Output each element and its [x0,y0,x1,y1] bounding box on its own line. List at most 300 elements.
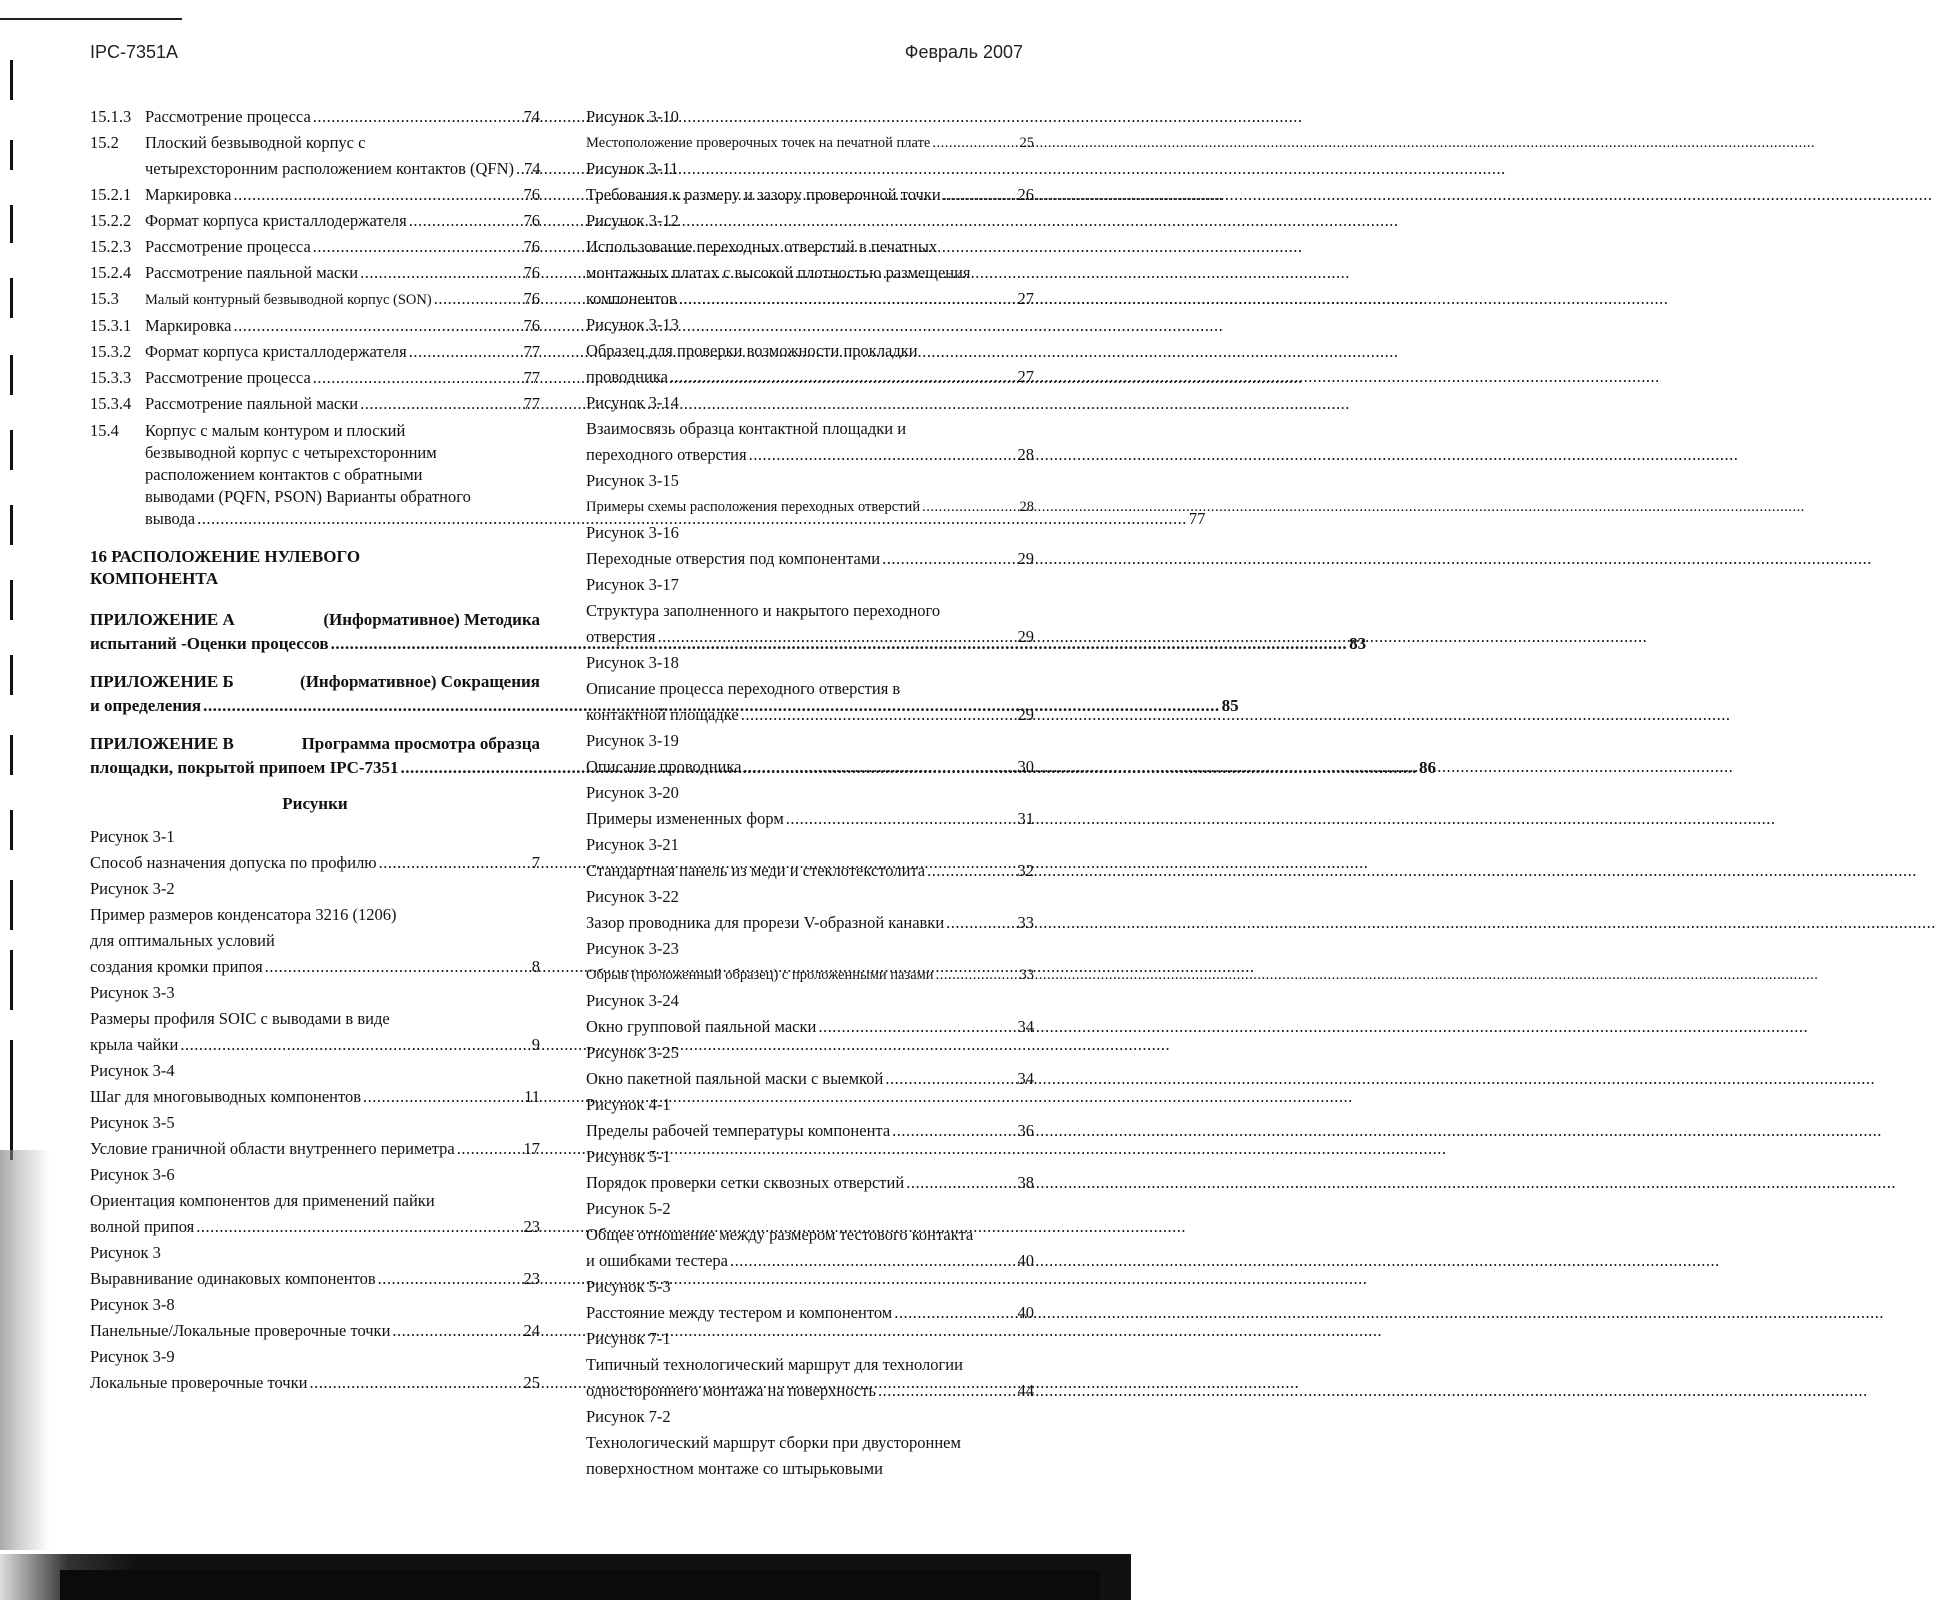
figure-page: 30 [1017,757,1034,776]
leader-dots [818,1014,1015,1040]
figure-page: 25 [1019,135,1034,151]
figure-entry [586,728,1034,780]
caption-line: Пределы рабочей температуры компонента [586,1121,891,1140]
figure-caption [586,130,1034,156]
toc-title: Плоский безвыводной корпус с [145,133,366,152]
toc-number: 15.1.3 [90,107,132,126]
figure-label: Рисунок 3 [90,1243,161,1262]
scan-artifact [10,810,13,850]
leader-dots [936,962,1018,988]
toc-line: расположением контактов с обратными [145,465,423,484]
figure-entry [586,1326,1034,1404]
figure-list-left [90,824,540,1396]
appendix-title-cont: испытаний -Оценки процессов [90,634,329,653]
toc-page: 76 [523,316,540,335]
figure-page: 44 [1017,1381,1034,1400]
caption-line: Окно пакетной паяльной маски с выемкой [586,1069,884,1088]
figure-entry [90,980,540,1058]
leader-dots [409,208,522,234]
caption-line: Зазор проводника для прорези V-образной канавки [586,913,945,932]
leader-dots [378,1266,522,1292]
caption-line: Общее отношение между размером тестового контакта [586,1225,974,1244]
figure-label: Рисунок 3-18 [586,653,679,672]
toc-page: 77 [523,368,540,387]
figure-caption [90,1084,540,1110]
figure-caption [586,182,1034,208]
figure-entry [586,832,1034,884]
leader-dots [786,806,1016,832]
leader-dots [434,286,522,312]
figure-label: Рисунок 5-1 [586,1147,671,1166]
toc-entry [90,286,540,313]
caption-line: Стандартная панель из меди и стеклотекстолита [586,861,926,880]
section-16-line: КОМПОНЕНТА [90,569,219,588]
figure-label: Рисунок 3-5 [90,1113,175,1132]
figure-entry [586,780,1034,832]
figure-page: 27 [1017,289,1034,308]
toc-number: 15.3.1 [90,316,132,335]
scan-artifact [10,880,13,930]
toc-page: 74 [524,159,541,178]
caption-line: Панельные/Локальные проверочные точки [90,1321,391,1340]
toc-entry [90,234,540,260]
figure-label: Рисунок 3-2 [90,879,175,898]
leader-dots [885,1066,1015,1092]
toc-entry [90,313,540,339]
figure-page: 24 [523,1321,540,1340]
figure-page: 17 [523,1139,540,1158]
toc-entry [90,208,540,234]
leader-dots [946,910,1015,936]
caption-line: Описание проводника [586,757,742,776]
figure-page: 33 [1019,967,1034,983]
toc-list [90,104,540,417]
caption-last-line [586,1248,1034,1274]
figure-entry [586,468,1034,520]
doc-id: IPC-7351A [90,42,179,62]
toc-title: Формат корпуса кристаллодержателя [145,211,407,230]
caption-last-line [90,954,540,980]
figure-page: 34 [1017,1017,1034,1036]
figure-caption [586,1300,1034,1326]
leader-dots [233,182,521,208]
leader-dots [892,1118,1015,1144]
figure-page: 23 [523,1217,540,1236]
toc-title: Рассмотрение паяльной маски [145,263,359,282]
caption-last-line [90,850,540,876]
caption-line: Пример размеров конденсатора 3216 (1206) [90,905,397,924]
appendix-title-cont: площадки, покрытой припоем IPC-7351 [90,758,399,777]
figure-page: 33 [1017,913,1034,932]
leader-dots [741,702,1016,728]
toc-title: Формат корпуса кристаллодержателя [145,342,407,361]
figure-label: Рисунок 3-15 [586,471,679,490]
scan-artifact [10,1040,13,1160]
figure-entry [90,1058,540,1110]
leader-dots [922,494,1017,520]
figure-caption [90,1370,540,1396]
appendix-label: ПРИЛОЖЕНИЕ А [90,610,235,629]
toc-entry [90,365,540,391]
caption-line: и ошибками тестера [586,1251,728,1270]
appendix-label: ПРИЛОЖЕНИЕ В [90,734,234,753]
caption-line: Порядок проверки сетки сквозных отверстий [586,1173,905,1192]
figure-caption [90,1266,540,1292]
figure-page: 26 [1017,185,1034,204]
figure-entry [586,390,1034,468]
toc-number: 15.2 [90,133,119,152]
toc-entry [90,260,540,286]
doc-date: Февраль 2007 [904,42,1023,62]
toc-number: 15.3.2 [90,342,132,361]
leader-dots [309,1370,521,1396]
figure-caption [586,338,1034,390]
caption-last-line [586,1378,1034,1404]
toc-line: вывода [145,509,196,528]
figure-entry [90,1240,540,1292]
section-16-heading [90,546,540,590]
figure-label: Рисунок 3-3 [90,983,175,1002]
leader-dots [265,954,530,980]
toc-entry [90,182,540,208]
figure-caption [586,858,1034,884]
caption-line: Структура заполненного и накрытого переходного [586,601,941,620]
leader-dots [882,546,1015,572]
leader-dots [392,1318,521,1344]
figure-caption [586,910,1034,936]
caption-line: Переходные отверстия под компонентами [586,549,881,568]
figure-caption [586,806,1034,832]
caption-line: монтажных платах с высокой плотностью размещения [586,263,971,282]
toc-page: 76 [523,237,540,256]
appendix-title: (Информативное) Сокращения [300,672,540,691]
figure-label: Рисунок 3-4 [90,1061,175,1080]
figure-entry [90,1292,540,1344]
caption-last-line [586,130,1034,156]
toc-line: безвыводной корпус с четырехсторонним [145,443,437,462]
figure-entry [586,884,1034,936]
figure-label: Рисунок 7-1 [586,1329,671,1348]
caption-line: Взаимосвязь образца контактной площадки и [586,419,907,438]
figure-caption [586,676,1034,728]
toc-title: Маркировка [145,185,232,204]
caption-line: Местоположение проверочных точек на печатной плате [586,135,931,151]
figure-label: Рисунок 3-13 [586,315,679,334]
caption-line: Ориентация компонентов для применений пайки [90,1191,435,1210]
toc-entry [90,391,540,417]
caption-line: Примеры измененных форм [586,809,784,828]
toc-page: 76 [523,185,540,204]
leader-dots [196,1214,521,1240]
caption-last-line [90,1084,540,1110]
caption-line: Образец для проверки возможности прокладки [586,341,918,360]
figure-page: 27 [1017,367,1034,386]
caption-last-line [90,1266,540,1292]
figure-entry [586,1144,1034,1196]
figure-page: 11 [524,1087,540,1106]
caption-line: Шаг для многовыводных компонентов [90,1087,362,1106]
caption-last-line [586,1170,1034,1196]
figure-page: 29 [1017,627,1034,646]
toc-entry [90,156,540,182]
leader-dots [233,313,521,339]
figure-entry [586,208,1034,312]
figure-caption [586,416,1034,468]
caption-last-line [586,182,1034,208]
caption-last-line [586,702,1034,728]
figure-page: 36 [1017,1121,1034,1140]
scan-artifact [10,355,13,395]
caption-last-line [90,1214,540,1240]
leader-dots [409,339,522,365]
toc-number: 15.3.4 [90,394,132,413]
appendix-title: Программа просмотра образца [301,734,540,753]
figure-page: 28 [1017,445,1034,464]
leader-dots [457,1136,522,1162]
figure-entry [586,988,1034,1040]
caption-last-line [586,1118,1034,1144]
figure-caption [586,1066,1034,1092]
figures-heading: Рисунки [282,794,348,813]
figure-caption [586,1352,1034,1404]
caption-line: проводника [586,367,668,386]
figure-page: 32 [1017,861,1034,880]
scan-artifact [10,950,13,1010]
caption-line: Использование переходных отверстий в печатных [586,237,938,256]
caption-line: Обрыв (проложенный образец) с проложенными пазами [586,967,934,983]
leader-dots [379,850,530,876]
figure-page: 38 [1017,1173,1034,1192]
figure-label: Рисунок 3-6 [90,1165,175,1184]
figure-label: Рисунок 3-19 [586,731,679,750]
figure-caption [586,494,1034,520]
figure-entry [586,572,1034,650]
caption-last-line [586,1014,1034,1040]
caption-last-line [586,910,1034,936]
leader-dots [906,1170,1015,1196]
caption-last-line [586,442,1034,468]
caption-line: одностороннего монтажа на поверхность [586,1381,876,1400]
caption-line: Примеры схемы расположения переходных отверстий [586,499,921,515]
figure-entry [586,156,1034,208]
toc-page: 74 [523,107,540,126]
figure-entry [90,824,540,876]
caption-line: Размеры профиля SOIC с выводами в виде [90,1009,390,1028]
figure-page: 25 [523,1373,540,1392]
leader-dots [894,1300,1015,1326]
figure-caption [586,1170,1034,1196]
caption-line: Расстояние между тестером и компонентом [586,1303,893,1322]
toc-title: Малый контурный безвыводной корпус (SON) [145,292,432,308]
scan-artifact [10,430,13,470]
toc-entry [90,130,540,156]
caption-last-line [90,1318,540,1344]
figure-entry [586,650,1034,728]
appendix-label: ПРИЛОЖЕНИЕ Б [90,672,234,691]
leader-dots [943,182,1016,208]
figure-label: Рисунок 5-2 [586,1199,671,1218]
leader-dots [743,754,1015,780]
figure-label: Рисунок 3-23 [586,939,679,958]
figure-caption [586,754,1034,780]
top-rule [0,18,182,20]
figure-caption [586,1014,1034,1040]
scan-artifact [10,278,13,318]
figure-caption [90,1318,540,1344]
caption-line: для оптимальных условий [90,931,275,950]
caption-line: поверхностном монтаже со штырьковыми [586,1459,883,1478]
leader-dots [313,234,522,260]
toc-title: Рассмотрение процесса [145,107,311,126]
toc-page: 77 [523,394,540,413]
leader-dots [927,858,1015,884]
leader-dots [180,1032,529,1058]
figure-label: Рисунок 3-16 [586,523,679,542]
caption-last-line [90,1370,540,1396]
leader-dots [670,364,1016,390]
scan-artifact [10,580,13,620]
toc-number: 15.3 [90,289,119,308]
toc-page: 76 [523,211,540,230]
figure-entry [90,1110,540,1162]
scan-bottom-edge [0,1554,1131,1600]
toc-title: Рассмотрение процесса [145,368,311,387]
figure-entry [586,1092,1034,1144]
figure-label: Рисунок 3-22 [586,887,679,906]
caption-line: Окно групповой паяльной маски [586,1017,817,1036]
caption-last-line [90,1136,540,1162]
scan-artifact [10,505,13,545]
figure-page: 29 [1017,705,1034,724]
figure-label: Рисунок 3-9 [90,1347,175,1366]
figure-page: 8 [531,957,540,976]
figure-label: Рисунок 3-12 [586,211,679,230]
caption-line: отверстия [586,627,656,646]
caption-line: переходного отверстия [586,445,747,464]
figure-label: Рисунок 3-25 [586,1043,679,1062]
caption-last-line [586,806,1034,832]
leader-dots [657,624,1015,650]
figure-caption [90,1188,540,1240]
toc-title: Маркировка [145,316,232,335]
figure-caption [90,1136,540,1162]
figure-label: Рисунок 3-1 [90,827,175,846]
appendix-page: 85 [1221,696,1239,715]
caption-line: Способ назначения допуска по профилю [90,853,377,872]
toc-number: 15.4 [90,421,119,440]
scan-artifact [10,205,13,243]
caption-line: компонентов [586,289,677,308]
figure-caption [586,1222,1034,1274]
scan-artifact [10,140,13,170]
leader-dots [730,1248,1016,1274]
toc-title: четырехсторонним расположением контактов (QFN) [145,159,515,178]
appendix-title: (Информативное) Методика [323,610,540,629]
leader-dots [749,442,1016,468]
figure-label: Рисунок 3-21 [586,835,679,854]
figure-label: Рисунок 5-3 [586,1277,671,1296]
figure-caption [90,902,540,980]
figure-page: 31 [1017,809,1034,828]
caption-last-line [90,1032,540,1058]
appendix-title-cont: и определения [90,696,202,715]
figure-caption [586,1430,1034,1482]
figure-caption [586,234,1034,312]
figure-entry [586,936,1034,988]
caption-line: контактной площадке [586,705,739,724]
figure-caption [586,598,1034,650]
leader-dots [363,1084,522,1110]
caption-last-line [586,494,1034,520]
caption-line: Типичный технологический маршрут для технологии [586,1355,963,1374]
toc-right-column [586,104,1034,1482]
scan-artifact [10,60,13,100]
figure-page: 28 [1019,499,1034,515]
caption-last-line [586,962,1034,988]
toc-number: 15.2.3 [90,237,132,256]
caption-line: крыла чайки [90,1035,179,1054]
figure-list-right [586,104,1034,1482]
scan-shadow [0,1150,50,1550]
appendix-heading-line [90,670,540,694]
toc-title: Рассмотрение паяльной маски [145,394,359,413]
caption-last-line [586,754,1034,780]
figure-entry [586,104,1034,156]
toc-line: Корпус с малым контуром и плоский [145,421,406,440]
toc-page: 77 [1188,509,1206,528]
caption-line: Технологический маршрут сборки при двустороннем [586,1433,961,1452]
figure-label: Рисунок 3-10 [586,107,679,126]
leader-dots [679,286,1016,312]
toc-title: Рассмотрение процесса [145,237,311,256]
figure-label: Рисунок 3-8 [90,1295,175,1314]
toc-line: выводами (PQFN, PSON) Варианты обратного [145,487,471,506]
toc-number: 15.3.3 [90,368,132,387]
figure-caption [90,1006,540,1058]
figure-entry [586,1404,1034,1482]
figure-page: 29 [1017,549,1034,568]
caption-line: создания кромки припоя [90,957,263,976]
toc-number: 15.2.1 [90,185,132,204]
figure-caption [586,962,1034,988]
caption-last-line [586,1066,1034,1092]
leader-dots [360,391,521,417]
section-16-line: 16 РАСПОЛОЖЕНИЕ НУЛЕВОГО [90,547,361,566]
figure-entry [586,1196,1034,1274]
figure-label: Рисунок 3-24 [586,991,679,1010]
figure-page: 9 [531,1035,540,1054]
figure-caption [586,1118,1034,1144]
caption-last-line [586,286,1034,312]
toc-entry [90,104,540,130]
appendix-page: 83 [1349,634,1367,653]
figure-caption [586,546,1034,572]
caption-last-line [586,546,1034,572]
figure-entry [586,1040,1034,1092]
toc-page: 76 [523,289,540,308]
caption-last-line [586,1300,1034,1326]
figure-label: Рисунок 4-1 [586,1095,671,1114]
toc-number: 15.2.4 [90,263,132,282]
figure-entry [90,1344,540,1396]
figure-label: Рисунок 3-20 [586,783,679,802]
leader-dots [360,260,521,286]
caption-line: волной припоя [90,1217,195,1236]
scan-artifact [10,735,13,775]
caption-last-line [586,624,1034,650]
leader-dots [313,365,522,391]
figure-page: 40 [1017,1303,1034,1322]
